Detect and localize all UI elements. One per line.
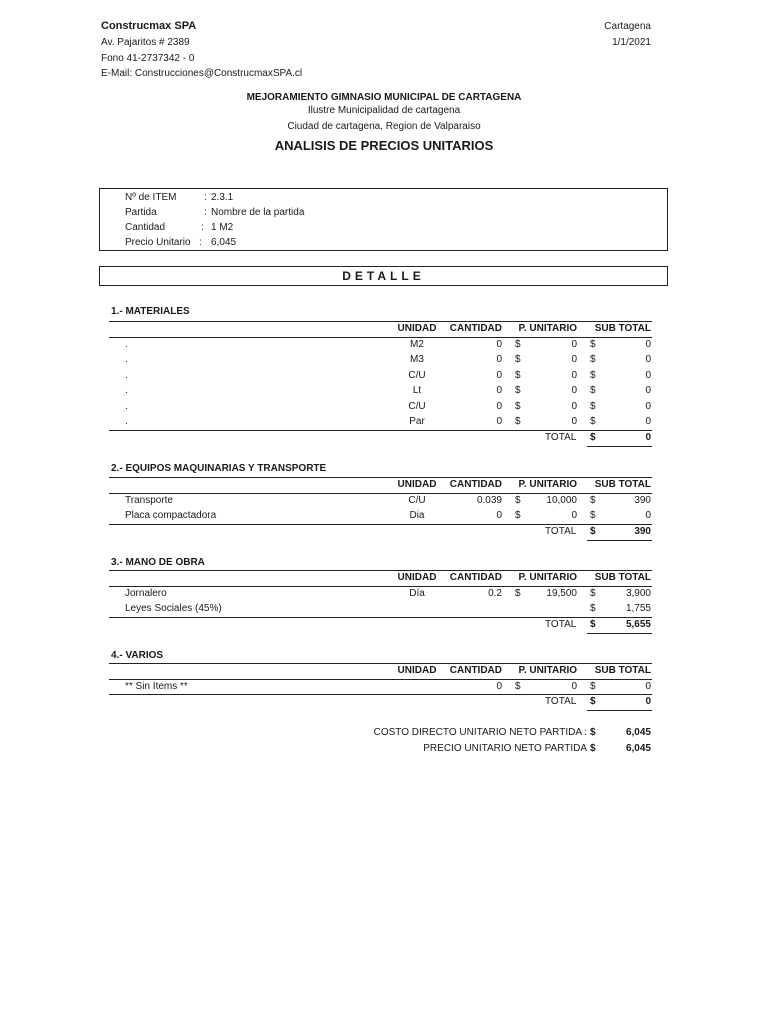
- row-subtotal: 0: [645, 370, 651, 381]
- row-desc: .: [125, 339, 128, 350]
- company-phone: Fono 41-2737342 - 0: [101, 53, 195, 64]
- total-value: 390: [634, 526, 651, 537]
- total-underline: [587, 540, 652, 541]
- divider: [109, 524, 652, 525]
- table-row: [109, 401, 652, 416]
- date: 1/1/2021: [612, 37, 651, 48]
- row-subtotal: 0: [645, 401, 651, 412]
- row-desc: Jornalero: [125, 588, 167, 599]
- currency-sign: $: [590, 510, 596, 521]
- cantidad-row: [100, 222, 667, 236]
- divider: [109, 570, 652, 571]
- total-value: 5,655: [625, 619, 651, 630]
- divider: [109, 477, 652, 478]
- col-punitario: P. UNITARIO: [518, 323, 577, 334]
- cantidad-label: Cantidad: [125, 222, 166, 233]
- table-row: [109, 385, 652, 400]
- total-row: [109, 432, 652, 447]
- section-title: 2.- EQUIPOS MAQUINARIAS Y TRANSPORTE: [111, 463, 327, 474]
- row-unit: C/U: [408, 370, 426, 381]
- row-subtotal: 0: [645, 385, 651, 396]
- total-label: TOTAL: [545, 619, 577, 630]
- currency-sign: $: [590, 432, 596, 443]
- total-row: [109, 619, 652, 634]
- row-subtotal: 0: [645, 681, 651, 692]
- row-unit: Lt: [412, 385, 422, 396]
- col-cantidad: CANTIDAD: [449, 572, 502, 583]
- separator: :: [204, 192, 207, 203]
- currency-sign: $: [515, 339, 521, 350]
- table-row: [109, 354, 652, 369]
- row-qty: 0: [496, 339, 502, 350]
- currency-sign: $: [515, 385, 521, 396]
- row-subtotal: 0: [645, 416, 651, 427]
- column-header-row: [109, 572, 652, 587]
- table-row: [109, 339, 652, 354]
- col-cantidad: CANTIDAD: [449, 479, 502, 490]
- row-pu: 0: [571, 354, 577, 365]
- project-location: Ciudad de cartagena, Region de Valparaiso: [287, 121, 481, 132]
- currency-sign: $: [590, 495, 596, 506]
- item-info-box: [99, 188, 668, 251]
- total-value: 0: [645, 432, 651, 443]
- project-name: MEJORAMIENTO GIMNASIO MUNICIPAL DE CARTAGENA: [246, 92, 522, 103]
- currency-sign: $: [590, 681, 596, 692]
- row-desc: .: [125, 401, 128, 412]
- row-unit: M2: [410, 339, 424, 350]
- precio-unitario-label: Precio Unitario: [125, 237, 191, 248]
- row-desc: Transporte: [125, 495, 173, 506]
- precio-unitario-value: 6,045: [211, 237, 237, 248]
- table-row: [109, 510, 652, 525]
- section-title: 3.- MANO DE OBRA: [111, 557, 205, 568]
- currency-sign: $: [590, 339, 596, 350]
- precio-unitario-row: [100, 237, 667, 251]
- partida-row: [100, 207, 667, 221]
- currency-sign: $: [515, 354, 521, 365]
- row-desc: .: [125, 354, 128, 365]
- section-equipos: [109, 463, 652, 543]
- col-punitario: P. UNITARIO: [518, 572, 577, 583]
- column-header-row: [109, 323, 652, 338]
- precio-unitario-neto-value: 6,045: [625, 743, 651, 754]
- row-pu: 0: [571, 385, 577, 396]
- table-row: [109, 495, 652, 510]
- col-subtotal: SUB TOTAL: [594, 479, 651, 490]
- currency-sign: $: [590, 416, 596, 427]
- table-row: [109, 603, 652, 618]
- row-qty: 0: [496, 510, 502, 521]
- total-label: TOTAL: [545, 696, 577, 707]
- row-desc: Placa compactadora: [125, 510, 217, 521]
- row-subtotal: 0: [645, 339, 651, 350]
- section-varios: [109, 650, 652, 714]
- table-row: [109, 416, 652, 431]
- total-value: 0: [645, 696, 651, 707]
- col-unidad: UNIDAD: [397, 323, 437, 334]
- company-name: Construcmax SPA: [101, 20, 197, 32]
- divider: [109, 430, 652, 431]
- separator: :: [201, 222, 204, 233]
- row-pu: 0: [571, 339, 577, 350]
- separator: :: [199, 237, 202, 248]
- total-label: TOTAL: [545, 432, 577, 443]
- item-number-row: [100, 192, 667, 206]
- total-row: [109, 696, 652, 711]
- item-number-label: Nº de ITEM: [125, 192, 177, 203]
- item-number-value: 2.3.1: [211, 192, 234, 203]
- currency-sign: $: [590, 619, 596, 630]
- column-header-row: [109, 479, 652, 494]
- section-title: 4.- VARIOS: [111, 650, 164, 661]
- table-row: [109, 588, 652, 603]
- row-qty: 0: [496, 354, 502, 365]
- row-desc: ** Sin Items **: [125, 681, 188, 692]
- row-subtotal: 390: [634, 495, 651, 506]
- partida-value: Nombre de la partida: [211, 207, 305, 218]
- row-unit: C/U: [408, 495, 426, 506]
- row-pu: 0: [571, 681, 577, 692]
- col-subtotal: SUB TOTAL: [594, 323, 651, 334]
- currency-sign: $: [590, 385, 596, 396]
- row-desc: .: [125, 385, 128, 396]
- total-underline: [587, 710, 652, 711]
- col-subtotal: SUB TOTAL: [594, 665, 651, 676]
- currency-sign: $: [515, 681, 521, 692]
- divider: [109, 586, 652, 587]
- partida-label: Partida: [125, 207, 157, 218]
- cantidad-value: 1 M2: [211, 222, 234, 233]
- currency-sign: $: [515, 495, 521, 506]
- divider: [109, 679, 652, 680]
- col-subtotal: SUB TOTAL: [594, 572, 651, 583]
- row-subtotal: 0: [645, 354, 651, 365]
- precio-unitario-neto-row: [109, 743, 652, 758]
- table-row: [109, 370, 652, 385]
- currency-sign: $: [515, 401, 521, 412]
- row-subtotal: 1,755: [625, 603, 651, 614]
- currency-sign: $: [515, 510, 521, 521]
- precio-unitario-neto-label: PRECIO UNITARIO NETO PARTIDA: [423, 743, 587, 754]
- row-pu: 0: [571, 401, 577, 412]
- company-email: E-Mail: Construcciones@ConstrucmaxSPA.cl: [101, 68, 303, 79]
- detalle-heading: DETALLE: [99, 266, 668, 286]
- col-punitario: P. UNITARIO: [518, 665, 577, 676]
- row-pu: 0: [571, 370, 577, 381]
- section-title: 1.- MATERIALES: [111, 306, 190, 317]
- divider: [109, 694, 652, 695]
- row-qty: 0: [496, 401, 502, 412]
- total-underline: [587, 633, 652, 634]
- client-name: Ilustre Municipalidad de cartagena: [307, 105, 461, 116]
- row-subtotal: 0: [645, 510, 651, 521]
- separator: :: [204, 207, 207, 218]
- costo-directo-row: [109, 727, 652, 742]
- col-punitario: P. UNITARIO: [518, 479, 577, 490]
- currency-sign: $: [590, 401, 596, 412]
- currency-sign: $: [590, 743, 596, 754]
- divider: [109, 337, 652, 338]
- currency-sign: $: [590, 696, 596, 707]
- currency-sign: $: [515, 416, 521, 427]
- row-pu: 19,500: [546, 588, 577, 599]
- currency-sign: $: [590, 354, 596, 365]
- section-mano-de-obra: [109, 557, 652, 637]
- col-unidad: UNIDAD: [397, 665, 437, 676]
- total-row: [109, 526, 652, 541]
- city: Cartagena: [604, 21, 651, 32]
- divider: [109, 321, 652, 322]
- section-materiales: [109, 306, 652, 451]
- col-cantidad: CANTIDAD: [449, 323, 502, 334]
- row-unit: Día: [409, 588, 425, 599]
- row-qty: 0.2: [488, 588, 502, 599]
- currency-sign: $: [590, 526, 596, 537]
- currency-sign: $: [515, 588, 521, 599]
- divider: [109, 617, 652, 618]
- document-title: ANALISIS DE PRECIOS UNITARIOS: [274, 138, 494, 153]
- row-pu: 0: [571, 510, 577, 521]
- row-pu: 10,000: [546, 495, 577, 506]
- costo-directo-value: 6,045: [625, 727, 651, 738]
- row-unit: M3: [410, 354, 424, 365]
- row-unit: Dia: [409, 510, 425, 521]
- row-qty: 0.039: [476, 495, 502, 506]
- costo-directo-label: COSTO DIRECTO UNITARIO NETO PARTIDA :: [373, 727, 587, 738]
- total-underline: [587, 446, 652, 447]
- row-unit: C/U: [408, 401, 426, 412]
- currency-sign: $: [590, 727, 596, 738]
- divider: [109, 663, 652, 664]
- col-unidad: UNIDAD: [397, 572, 437, 583]
- row-qty: 0: [496, 416, 502, 427]
- currency-sign: $: [515, 370, 521, 381]
- company-address: Av. Pajaritos # 2389: [101, 37, 190, 48]
- row-subtotal: 3,900: [625, 588, 651, 599]
- col-unidad: UNIDAD: [397, 479, 437, 490]
- row-qty: 0: [496, 681, 502, 692]
- row-unit: Par: [409, 416, 425, 427]
- row-pu: 0: [571, 416, 577, 427]
- row-desc: Leyes Sociales (45%): [125, 603, 222, 614]
- row-desc: .: [125, 416, 128, 427]
- col-cantidad: CANTIDAD: [449, 665, 502, 676]
- row-desc: .: [125, 370, 128, 381]
- currency-sign: $: [590, 588, 596, 599]
- column-header-row: [109, 665, 652, 680]
- divider: [109, 493, 652, 494]
- total-label: TOTAL: [545, 526, 577, 537]
- row-qty: 0: [496, 370, 502, 381]
- row-qty: 0: [496, 385, 502, 396]
- currency-sign: $: [590, 370, 596, 381]
- currency-sign: $: [590, 603, 596, 614]
